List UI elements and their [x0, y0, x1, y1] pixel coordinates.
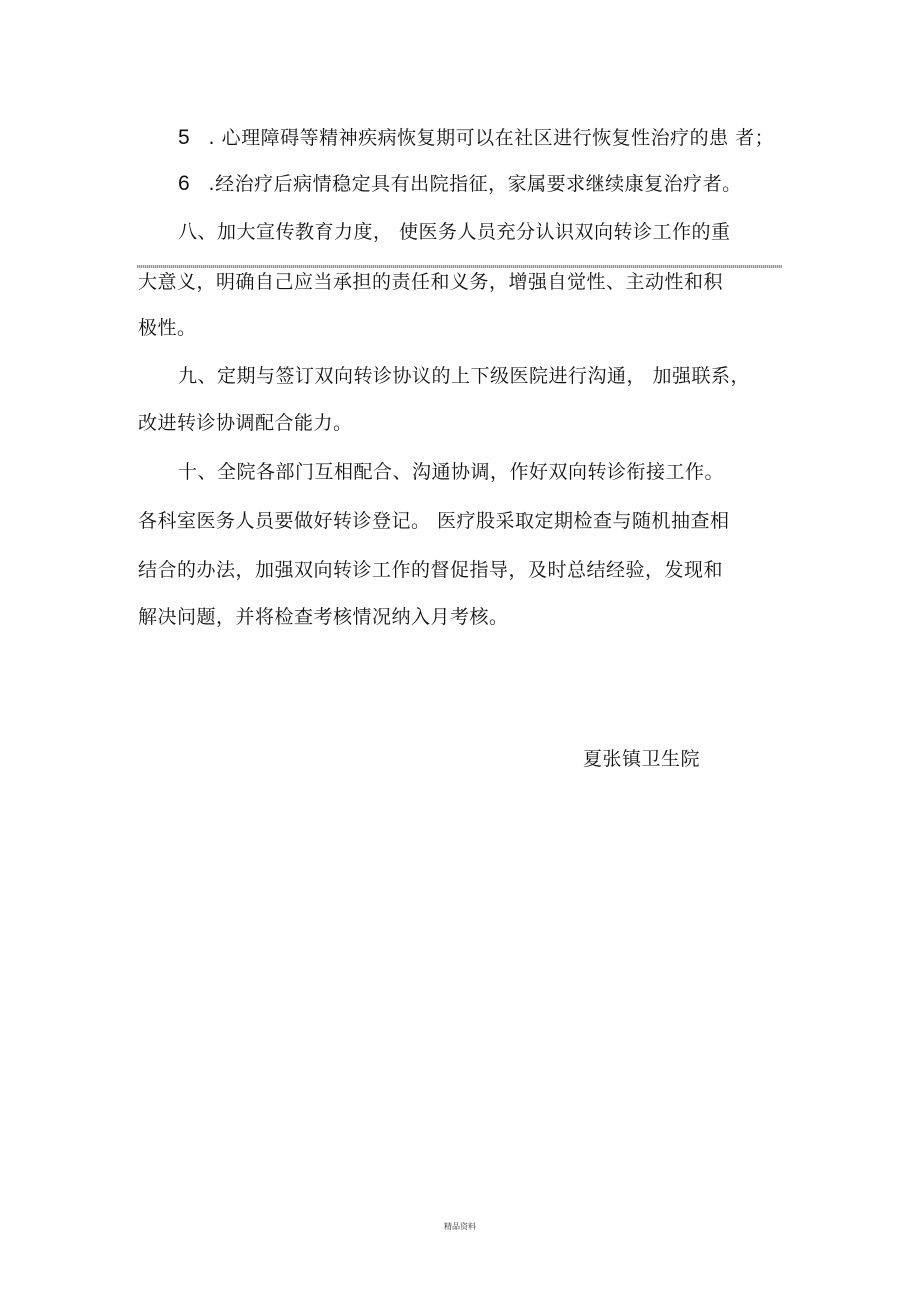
- signature: 夏张镇卫生院: [583, 748, 701, 770]
- section-10-line-2: 各科室医务人员要做好转诊登记。 医疗股采取定期检查与随机抽查相: [138, 510, 730, 532]
- section-8-line-1: 八、加大宣传教育力度， 使医务人员充分认识双向转诊工作的重: [178, 221, 731, 243]
- item-number: 6: [178, 172, 191, 195]
- section-10-line-4: 解决问题，并将检查考核情况纳入月考核。: [138, 606, 509, 628]
- section-8-line-3: 极性。: [138, 317, 197, 339]
- footer-text: 精品资料: [444, 1222, 476, 1231]
- section-10-line-1: 十、全院各部门互相配合、沟通协调，作好双向转诊衔接工作。: [178, 461, 725, 483]
- section-8-line-2: 大意义，明确自己应当承担的责任和义务，增强自觉性、主动性和积: [138, 271, 724, 293]
- section-9-line-2: 改进转诊协调配合能力。: [138, 412, 353, 434]
- scan-divider-line: [137, 265, 782, 268]
- list-item-5: [178, 126, 774, 150]
- section-10-line-3: 结合的办法，加强双向转诊工作的督促指导，及时总结经验，发现和: [138, 559, 724, 581]
- item-text: .经治疗后病情稳定具有出院指征，家属要求继续康复治疗者。: [202, 173, 742, 195]
- section-9-line-1: 九、定期与签订双向转诊协议的上下级医院进行沟通， 加强联系，: [178, 365, 751, 387]
- item-text: . 心理障碍等精神疾病恢复期可以在社区进行恢复性治疗的患 者；: [202, 127, 775, 149]
- list-item-6: [178, 172, 742, 196]
- item-number: 5: [178, 126, 191, 149]
